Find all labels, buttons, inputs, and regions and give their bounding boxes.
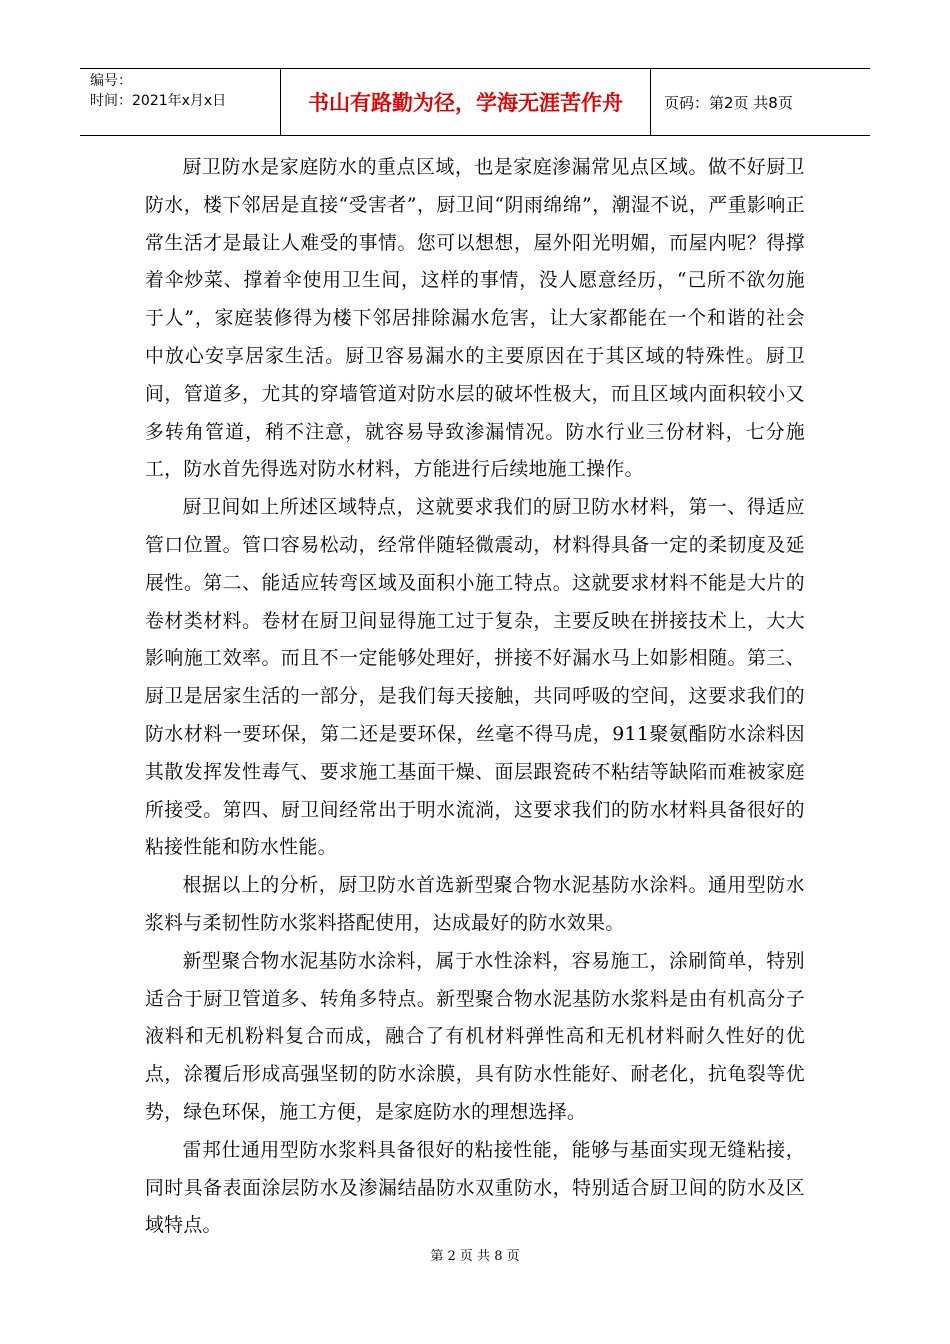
- document-body: [145, 149, 805, 1245]
- paragraph-4: 新型聚合物水泥基防水涂料，属于水性涂料，容易施工，涂刷简单，特别适合于厨卫管道多、转角多特点。新型聚合物水泥基防水浆料是由有机高分子液料和无机粉料复合而成，融合了有机材料弹性高和无机材料耐久性好的优点，涂覆后形成高强坚韧的防水涂膜，具有防水性能好、耐老化，抗龟裂等优势，绿色环保，施工方便，是家庭防水的理想选择。: [145, 950, 805, 1123]
- time-label: 时间：2021年x月x日: [90, 93, 227, 109]
- number-label: 编号：: [90, 73, 132, 89]
- page-header: [80, 68, 870, 136]
- paragraph-1: 厨卫防水是家庭防水的重点区域，也是家庭渗漏常见点区域。做不好厨卫防水，楼下邻居是直接“受害者”，厨卫间“阴雨绵绵”，潮湿不说，严重影响正常生活才是最让人难受的事情。您可以想想，屋外阳光明媚，而屋内呢？得撑着伞炒菜、撑着伞使用卫生间，这样的事情，没人愿意经历，“己所不欲勿施于人”，家庭装修得为楼下邻居排除漏水危害，让大家都能在一个和谐的社会中放心安享居家生活。厨卫容易漏水的主要原因在于其区域的特殊性。厨卫间，管道多，尤其的穿墙管道对防水层的破坏性极大，而且区域内面积较小又多转角管道，稍不注意，就容易导致渗漏情况。防水行业三份材料，七分施工，防水首先得选对防水材料，方能进行后续地施工操作。: [145, 157, 805, 481]
- header-page-info: 页码：第2页 共8页: [664, 93, 793, 112]
- paragraph-2: 厨卫间如上所述区域特点，这就要求我们的厨卫防水材料，第一、得适应管口位置。管口容易松动，经常伴随轻微震动，材料得具备一定的柔韧度及延展性。第二、能适应转弯区域及面积小施工特点。这就要求材料不能是大片的卷材类材料。卷材在厨卫间显得施工过于复杂，主要反映在拼接技术上，大大影响施工效率。而且不一定能够处理好，拼接不好漏水马上如影相随。第三、厨卫是居家生活的一部分，是我们每天接触，共同呼吸的空间，这要求我们的防水材料一要环保，第二还是要环保，丝毫不得马虎，911聚氨酯防水涂料因其散发挥发性毒气、要求施工基面干燥、面层跟瓷砖不粘结等缺陷而难被家庭所接受。第四、厨卫间经常出于明水流淌，这要求我们的防水材料具备很好的粘接性能和防水性能。: [145, 497, 805, 859]
- paragraph-3: 根据以上的分析，厨卫防水首选新型聚合物水泥基防水涂料。通用型防水浆料与柔韧性防水浆料搭配使用，达成最好的防水效果。: [145, 875, 805, 934]
- paragraph-5: 雷邦仕通用型防水浆料具备很好的粘接性能，能够与基面实现无缝粘接，同时具备表面涂层防水及渗漏结晶防水双重防水，特别适合厨卫间的防水及区域特点。: [145, 1139, 805, 1237]
- page-footer: 第 2 页 共 8 页: [430, 1249, 520, 1264]
- header-meta: [80, 69, 281, 135]
- header-motto: 书山有路勤为径，学海无涯苦作舟: [281, 69, 651, 135]
